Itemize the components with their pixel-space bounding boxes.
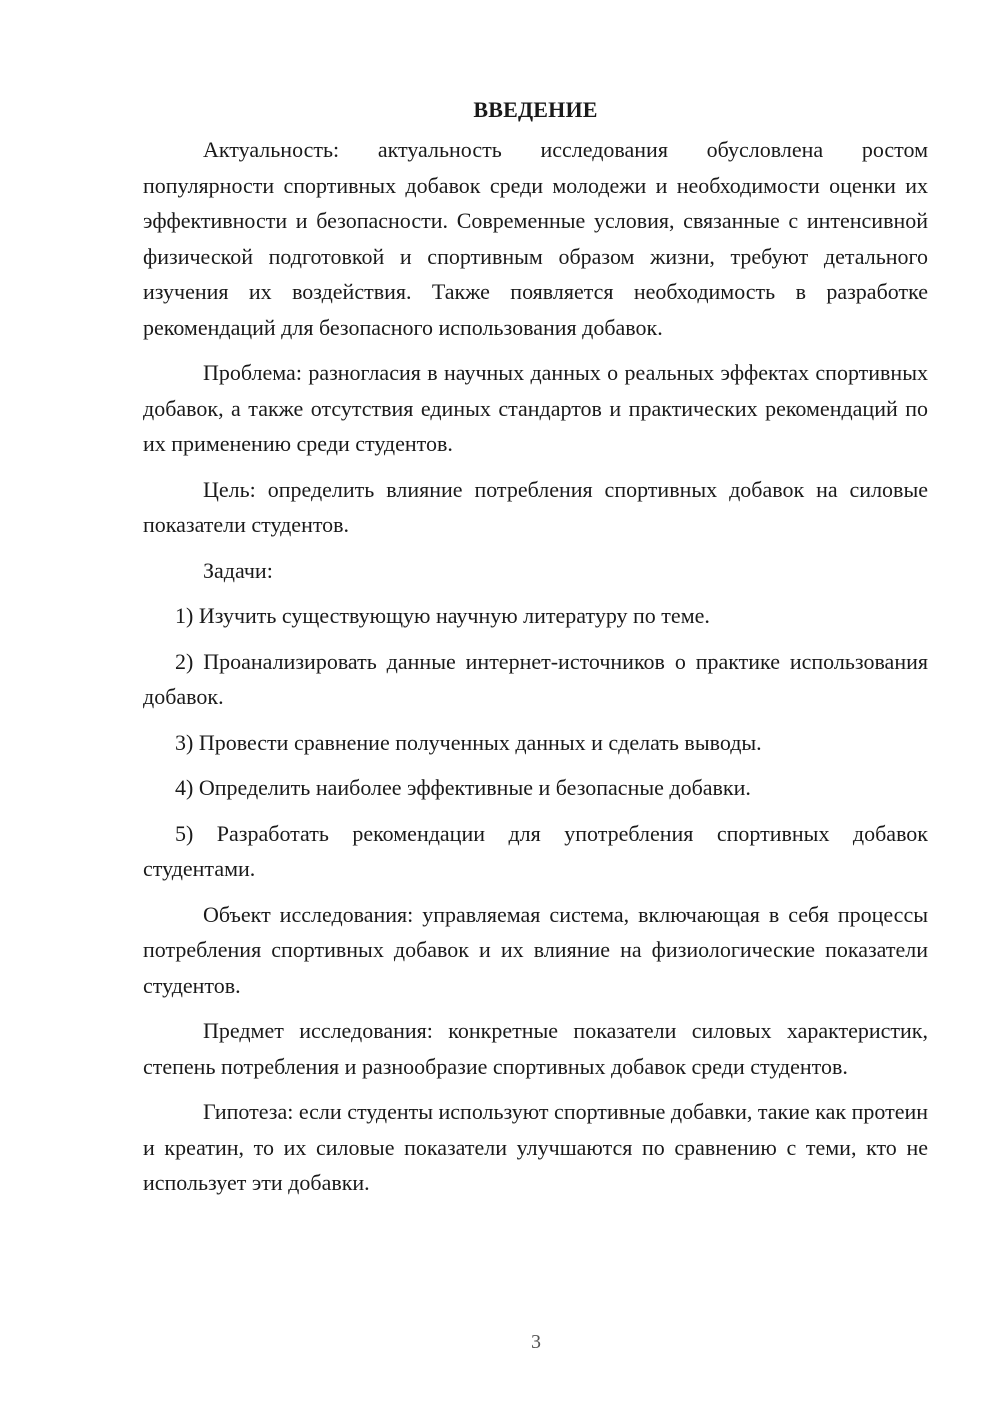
paragraph-relevance: Актуальность: актуальность исследования обусловлена ростом популярности спортивных добавок среди молодежи и необходимости оценки их эффективности и безопасности. Современные условия, связанные с интенсивной физической подготовкой и спортивным образом жизни, требуют детального изучения их воздействия. Также появляется необходимость в разработке рекомендаций для безопасного использования добавок.: [143, 137, 928, 340]
task-item-4: 4) Определить наиболее эффективные и безопасные добавки.: [175, 775, 751, 800]
paragraph-tasks-heading: Задачи:: [203, 557, 273, 583]
paragraph-goal: Цель: определить влияние потребления спортивных добавок на силовые показатели студентов.: [143, 476, 928, 537]
task-item-2: 2) Проанализировать данные интернет-источников о практике использования добавок.: [143, 648, 928, 709]
paragraph-hypothesis: Гипотеза: если студенты используют спортивные добавки, такие как протеин и креатин, то их силовые показатели улучшаются по сравнению с теми, кто не использует эти добавки.: [143, 1099, 928, 1195]
task-item-3: 3) Провести сравнение полученных данных и сделать выводы.: [175, 729, 762, 755]
paragraph-problem: Проблема: разногласия в научных данных о реальных эффектах спортивных добавок, а также отсутствия единых стандартов и практических рекомендаций по их применению среди студентов.: [143, 360, 928, 456]
task-item-1: 1) Изучить существующую научную литературу по теме.: [175, 603, 710, 628]
page-number: 3: [531, 1331, 541, 1353]
task-item-5: 5) Разработать рекомендации для употребления спортивных добавок студентами.: [143, 820, 928, 881]
page-title: ВВЕДЕНИЕ: [473, 97, 598, 122]
document-page: [143, 92, 928, 1211]
paragraph-subject: Предмет исследования: конкретные показатели силовых характеристик, степень потребления и разнообразие спортивных добавок среди студентов.: [143, 1018, 928, 1079]
paragraph-object: Объект исследования: управляемая система, включающая в себя процессы потребления спортивных добавок и их влияние на физиологические показатели студентов.: [143, 901, 928, 998]
